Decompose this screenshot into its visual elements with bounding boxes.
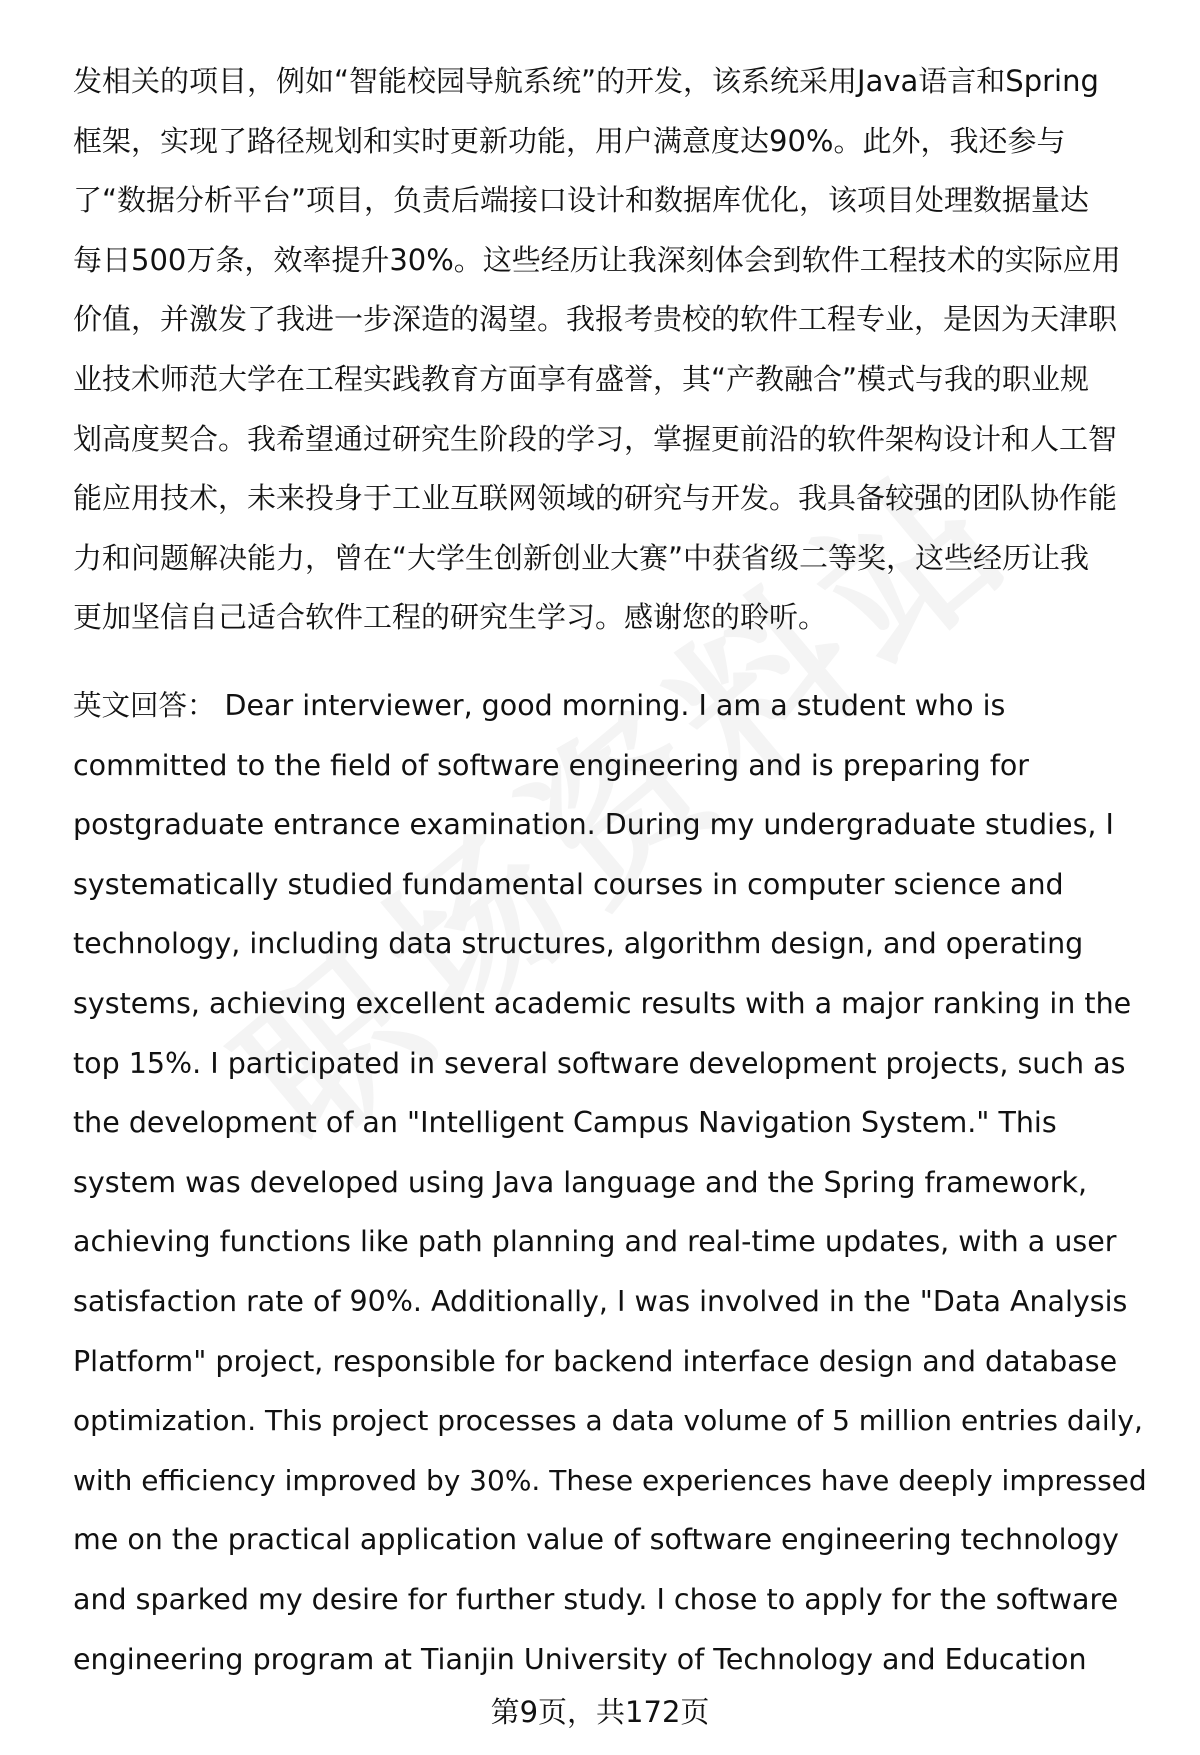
text-line: 更加坚信自己适合软件工程的研究生学习。感谢您的聆听。 (73, 600, 828, 635)
text-line: the development of an "Intelligent Campus Navigation System." This (73, 1106, 1057, 1140)
english-answer-paragraph (73, 676, 1153, 1689)
text-line: committed to the field of software engineering and is preparing for (73, 748, 1030, 782)
page-number-footer: 第9页，共172页 (490, 1695, 710, 1729)
text-line: and sparked my desire for further study. I chose to apply for the software (73, 1582, 1119, 1616)
text-line: systems, achieving excellent academic results with a major ranking in the (73, 986, 1132, 1020)
text-line: 划高度契合。我希望通过研究生阶段的学习，掌握更前沿的软件架构设计和人工智 (73, 421, 1118, 456)
text-line: top 15%. I participated in several software development projects, such as (73, 1046, 1126, 1080)
text-line: me on the practical application value of software engineering technology (73, 1523, 1119, 1557)
text-line: 框架，实现了路径规划和实时更新功能，用户满意度达90%。此外，我还参与 (73, 123, 1066, 158)
text-line: optimization. This project processes a data volume of 5 million entries daily, (73, 1404, 1143, 1438)
text-line: satisfaction rate of 90%. Additionally, I was involved in the "Data Analysis (73, 1284, 1128, 1318)
text-line: system was developed using Java language and the Spring framework, (73, 1165, 1088, 1199)
text-line: 业技术师范大学在工程实践教育方面享有盛誉，其“产教融合”模式与我的职业规 (73, 361, 1090, 396)
text-line: 发相关的项目，例如“智能校园导航系统”的开发，该系统采用Java语言和Spring (73, 64, 1099, 98)
text-line: systematically studied fundamental courses in computer science and (73, 867, 1064, 901)
text-line: postgraduate entrance examination. During my undergraduate studies, I (73, 808, 1114, 842)
text-line: 每日500万条，效率提升30%。这些经历让我深刻体会到软件工程技术的实际应用 (73, 242, 1121, 277)
text-line: achieving functions like path planning and real-time updates, with a user (73, 1225, 1117, 1259)
text-line: Platform" project, responsible for backend interface design and database (73, 1344, 1118, 1378)
text-line: technology, including data structures, algorithm design, and operating (73, 927, 1084, 961)
chinese-answer-paragraph (73, 52, 1153, 648)
text-line: 了“数据分析平台”项目，负责后端接口设计和数据库优化，该项目处理数据量达 (73, 183, 1090, 218)
text-line: engineering program at Tianjin University of Technology and Education (73, 1642, 1087, 1676)
text-line: 价值，并激发了我进一步深造的渴望。我报考贵校的软件工程专业，是因为天津职 (73, 302, 1118, 337)
text-line: 能应用技术，未来投身于工业互联网领域的研究与开发。我具备较强的团队协作能 (73, 481, 1118, 516)
text-line: 英文回答： Dear interviewer, good morning. I am a student who is (73, 689, 1006, 722)
text-line: with efficiency improved by 30%. These experiences have deeply impressed (73, 1463, 1147, 1497)
text-line: 力和问题解决能力，曾在“大学生创新创业大赛”中获省级二等奖，这些经历让我 (73, 540, 1090, 575)
